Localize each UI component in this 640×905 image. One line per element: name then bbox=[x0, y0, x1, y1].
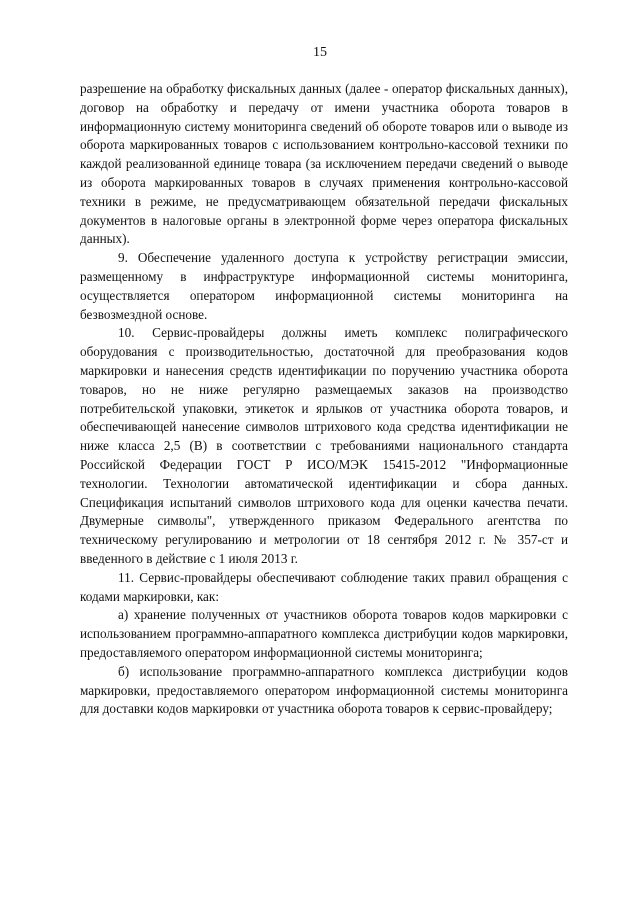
paragraph-subitem-b: б) использование программно-аппаратного комплекса дистрибуции кодов маркировки, предоставляемого оператором информационной системы мониторинга для доставки кодов маркировки от участника оборота товаров к сервис-провайдеру; bbox=[80, 663, 568, 717]
paragraph-item-9: 9. Обеспечение удаленного доступа к устройству регистрации эмиссии, размещенному в инфраструктуре информационной системы мониторинга, осуществляется оператором информационной системы мониторинга на безвозмездной основе. bbox=[80, 250, 568, 322]
paragraph-item-11: 11. Сервис-провайдеры обеспечивают соблюдение таких правил обращения с кодами маркировки, как: bbox=[80, 569, 568, 604]
paragraph-item-10: 10. Сервис-провайдеры должны иметь комплекс полиграфического оборудования с производительностью, достаточной для преобразования кодов маркировки и нанесения средств идентификации по поручению участника оборота товаров, но не ниже регулярно размещаемых заказов на производство потребительской упаковки, этикеток и ярлыков от участника оборота товаров, и обеспечивающей нанесение символов штрихового кода средства идентификации не ниже класса 2,5 (B) в соответствии с требованиями национального стандарта Российской Федерации ГОСТ Р ИСО/МЭК 15415-2012 "Информационные технологии. Технологии автоматической идентификации и сбора данных. Спецификация испытаний символов штрихового кода для оценки качества печати. Двумерные символы", утвержденного приказом Федерального агентства по техническому регулированию и метрологии от 18 сентября 2012 г. № 357-ст и введенного в действие с 1 июля 2013 г. bbox=[80, 325, 568, 566]
paragraph-continuation: разрешение на обработку фискальных данных (далее - оператор фискальных данных), договор на обработку и передачу от имени участника оборота товаров в информационную систему мониторинга сведений об обороте товаров или о выводе из оборота маркированных товаров с использованием контрольно-кассовой техники по каждой реализованной единице товара (за исключением передачи сведений о выводе из оборота маркированных товаров в случаях применения контрольно-кассовой техники в режиме, не предусматривающем обязательной передачи фискальных документов в налоговые органы в электронной форме через оператора фискальных данных). bbox=[80, 81, 568, 247]
document-body bbox=[80, 80, 568, 719]
paragraph-subitem-a: а) хранение полученных от участников оборота товаров кодов маркировки с использованием программно-аппаратного комплекса дистрибуции кодов маркировки, предоставляемого оператором информационной системы мониторинга; bbox=[80, 607, 568, 660]
page-number: 15 bbox=[313, 45, 327, 60]
